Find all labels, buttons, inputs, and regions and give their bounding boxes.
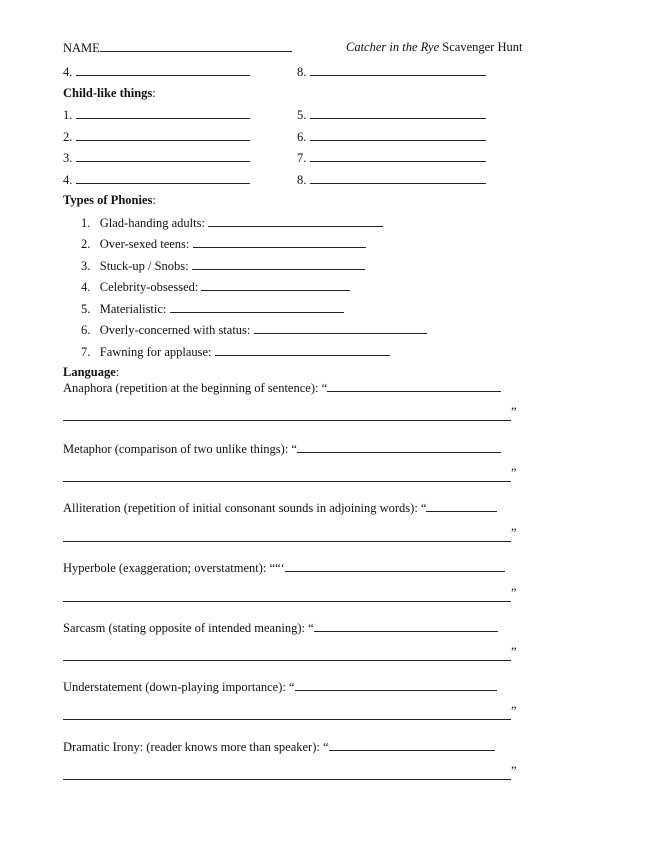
top-row-left-number: 4. [63,65,73,79]
phony-label-5: Materialistic: [99,302,167,316]
dramatic-irony-blank-2[interactable] [63,779,511,780]
phony-number-4: 4. [81,280,91,294]
phony-blank-3[interactable] [192,258,365,270]
language-heading-colon: : [115,365,120,379]
phony-label-3: Stuck-up / Snobs: [99,259,189,273]
anaphora-close-quote: ” [511,405,517,419]
phonies-heading-text: Types of Phonies [63,193,153,207]
phony-label-1: Glad-handing adults: [99,216,205,230]
phony-label-7: Fawning for applause: [99,345,212,359]
anaphora-prompt [63,380,501,396]
metaphor-blank-1[interactable] [297,441,501,453]
phony-blank-4[interactable] [201,279,350,291]
phony-label-6: Overly-concerned with status: [99,323,251,337]
childlike-number-7: 7. [297,151,307,165]
childlike-item-5 [297,107,486,123]
anaphora-label: Anaphora (repetition at the beginning of sentence): “ [63,381,328,395]
name-blank[interactable] [100,40,292,52]
dramatic-irony-blank-1[interactable] [329,739,495,751]
sarcasm-close-quote: ” [511,645,517,659]
top-row-left [63,64,250,80]
understatement-blank-2[interactable] [63,719,511,720]
phony-number-3: 3. [81,259,91,273]
childlike-blank-5[interactable] [310,107,486,119]
childlike-blank-3[interactable] [76,150,250,162]
childlike-heading-colon: : [152,86,156,100]
phony-blank-6[interactable] [254,322,427,334]
top-row-right [297,64,486,80]
phony-blank-7[interactable] [215,344,390,356]
language-heading [63,365,119,380]
childlike-number-5: 5. [297,108,307,122]
childlike-blank-6[interactable] [310,129,486,141]
phony-label-2: Over-sexed teens: [99,237,190,251]
hyperbole-label: Hyperbole (exaggeration; overstatment): ““‘ [63,561,285,575]
childlike-item-1 [63,107,250,123]
name-field [63,40,292,56]
sarcasm-prompt [63,620,498,636]
childlike-item-7 [297,150,486,166]
childlike-item-6 [297,129,486,145]
phony-number-1: 1. [81,216,91,230]
hyperbole-prompt [63,560,505,576]
childlike-number-8: 8. [297,173,307,187]
worksheet-title [346,40,522,55]
phony-item-1 [81,215,383,231]
phony-number-7: 7. [81,345,91,359]
hyperbole-blank-2[interactable] [63,601,511,602]
alliteration-label: Alliteration (repetition of initial consonant sounds in adjoining words): “ [63,501,427,515]
childlike-item-8 [297,172,486,188]
metaphor-label: Metaphor (comparison of two unlike things): “ [63,442,297,456]
language-heading-text: Language [63,365,116,379]
childlike-item-2 [63,129,250,145]
metaphor-blank-2[interactable] [63,481,511,482]
childlike-number-1: 1. [63,108,73,122]
phony-item-3 [81,258,365,274]
metaphor-close-quote: ” [511,466,517,480]
phony-blank-1[interactable] [208,215,383,227]
phony-number-5: 5. [81,302,91,316]
childlike-blank-2[interactable] [76,129,250,141]
anaphora-blank-2[interactable] [63,420,511,421]
dramatic-irony-label: Dramatic Irony: (reader knows more than speaker): “ [63,740,329,754]
metaphor-prompt [63,441,501,457]
alliteration-prompt [63,500,497,516]
sarcasm-blank-1[interactable] [314,620,498,632]
understatement-label: Understatement (down-playing importance): “ [63,680,295,694]
dramatic-irony-close-quote: ” [511,764,517,778]
phony-item-5 [81,301,344,317]
phony-item-6 [81,322,427,338]
phonies-heading [63,193,156,208]
alliteration-close-quote: ” [511,526,517,540]
anaphora-blank-1[interactable] [327,380,501,392]
phony-blank-5[interactable] [170,301,344,313]
childlike-number-3: 3. [63,151,73,165]
childlike-number-2: 2. [63,130,73,144]
phony-label-4: Celebrity-obsessed: [99,280,199,294]
top-row-left-blank[interactable] [76,64,250,76]
childlike-blank-4[interactable] [76,172,250,184]
phonies-heading-colon: : [152,193,156,207]
alliteration-blank-1[interactable] [426,500,497,512]
sarcasm-blank-2[interactable] [63,660,511,661]
name-label: NAME [63,41,100,55]
childlike-number-4: 4. [63,173,73,187]
childlike-blank-7[interactable] [310,150,486,162]
childlike-item-4 [63,172,250,188]
title-book: Catcher in the Rye [346,40,440,54]
phony-number-2: 2. [81,237,91,251]
top-row-right-number: 8. [297,65,307,79]
hyperbole-close-quote: ” [511,586,517,600]
childlike-blank-8[interactable] [310,172,486,184]
childlike-blank-1[interactable] [76,107,250,119]
childlike-heading [63,86,156,101]
phony-item-4 [81,279,350,295]
childlike-number-6: 6. [297,130,307,144]
understatement-blank-1[interactable] [295,679,497,691]
phony-item-2 [81,236,366,252]
alliteration-blank-2[interactable] [63,541,511,542]
understatement-prompt [63,679,497,695]
title-rest: Scavenger Hunt [439,40,523,54]
hyperbole-blank-1[interactable] [285,560,505,572]
childlike-item-3 [63,150,250,166]
top-row-right-blank[interactable] [310,64,486,76]
sarcasm-label: Sarcasm (stating opposite of intended meaning): “ [63,621,314,635]
childlike-heading-text: Child-like things [63,86,153,100]
phony-number-6: 6. [81,323,91,337]
understatement-close-quote: ” [511,704,517,718]
phony-blank-2[interactable] [193,236,366,248]
dramatic-irony-prompt [63,739,495,755]
phony-item-7 [81,344,390,360]
